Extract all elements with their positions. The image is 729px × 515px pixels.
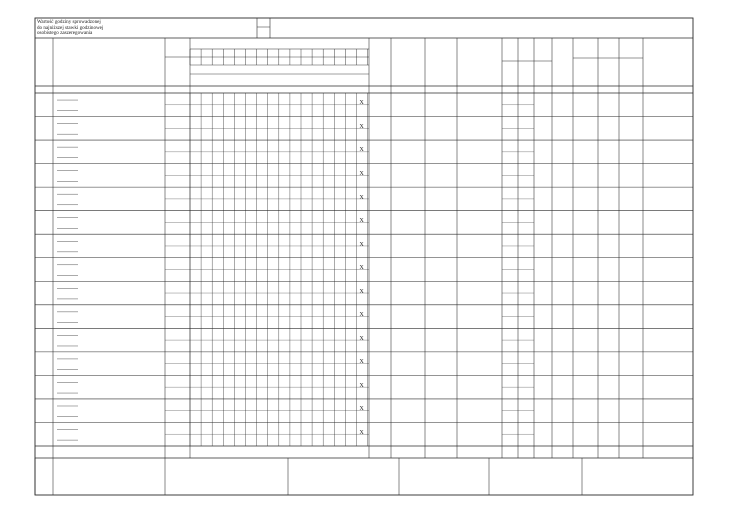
row-x-mark: X bbox=[359, 382, 364, 389]
row-x-mark: X bbox=[359, 265, 364, 272]
form-frame bbox=[35, 18, 693, 495]
row-x-mark: X bbox=[359, 170, 364, 177]
row-x-mark: X bbox=[359, 429, 364, 436]
row-x-mark: X bbox=[359, 288, 364, 295]
rate-label: Wartość godziny sprowadzonej bbox=[37, 19, 101, 25]
row-x-mark: X bbox=[359, 147, 364, 154]
row-x-mark: X bbox=[359, 359, 364, 366]
row-x-mark: X bbox=[359, 100, 364, 107]
row-x-mark: X bbox=[359, 406, 364, 413]
rate-label: osobistego zaszeregowania bbox=[37, 30, 93, 37]
row-x-mark: X bbox=[359, 335, 364, 342]
row-x-mark: X bbox=[359, 218, 364, 225]
row-x-mark: X bbox=[359, 194, 364, 201]
row-x-mark: X bbox=[359, 241, 364, 248]
row-x-mark: X bbox=[359, 312, 364, 319]
rate-label: do najniższej stawki godzinowej bbox=[37, 24, 104, 31]
row-x-mark: X bbox=[359, 123, 364, 130]
